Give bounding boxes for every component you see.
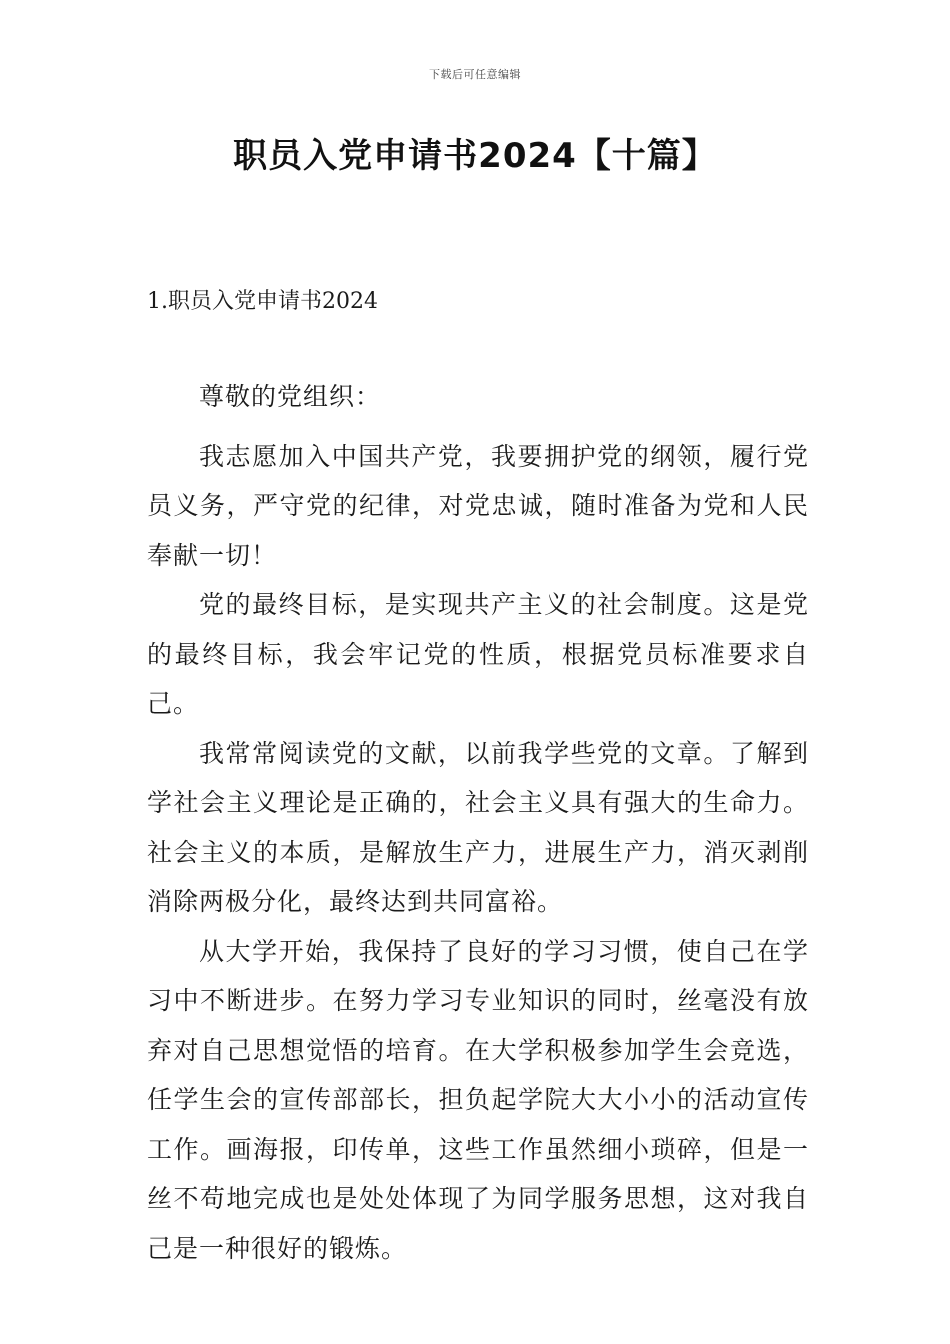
document-title: 职员入党申请书2024【十篇】 bbox=[233, 136, 717, 176]
section-heading: 1.职员入党申请书2024 bbox=[147, 289, 378, 314]
paragraph: 党的最终目标，是实现共产主义的社会制度。这是党的最终目标，我会牢记党的性质，根据党员标准要求自己。 bbox=[147, 590, 809, 718]
paragraph: 从大学开始，我保持了良好的学习习惯，使自己在学习中不断进步。在努力学习专业知识的同时，丝毫没有放弃对自己思想觉悟的培育。在大学积极参加学生会竞选，任学生会的宣传部部长，担负起学院大大小小的活动宣传工作。画海报，印传单，这些工作虽然细小琐碎，但是一丝不苟地完成也是处处体现了为同学服务思想，这对我自己是一种很好的锻炼。 bbox=[147, 936, 809, 1263]
letter-body bbox=[147, 372, 809, 1273]
header-note: 下载后可任意编辑 bbox=[429, 68, 521, 81]
salutation: 尊敬的党组织： bbox=[199, 382, 382, 411]
paragraph: 我志愿加入中国共产党，我要拥护党的纲领，履行党员义务，严守党的纪律，对党忠诚，随时准备为党和人民奉献一切！ bbox=[147, 441, 809, 570]
paragraph: 我常常阅读党的文献，以前我学些党的文章。了解到学社会主义理论是正确的，社会主义具有强大的生命力。社会主义的本质，是解放生产力，进展生产力，消灭剥削消除两极分化，最终达到共同富裕。 bbox=[147, 738, 809, 916]
